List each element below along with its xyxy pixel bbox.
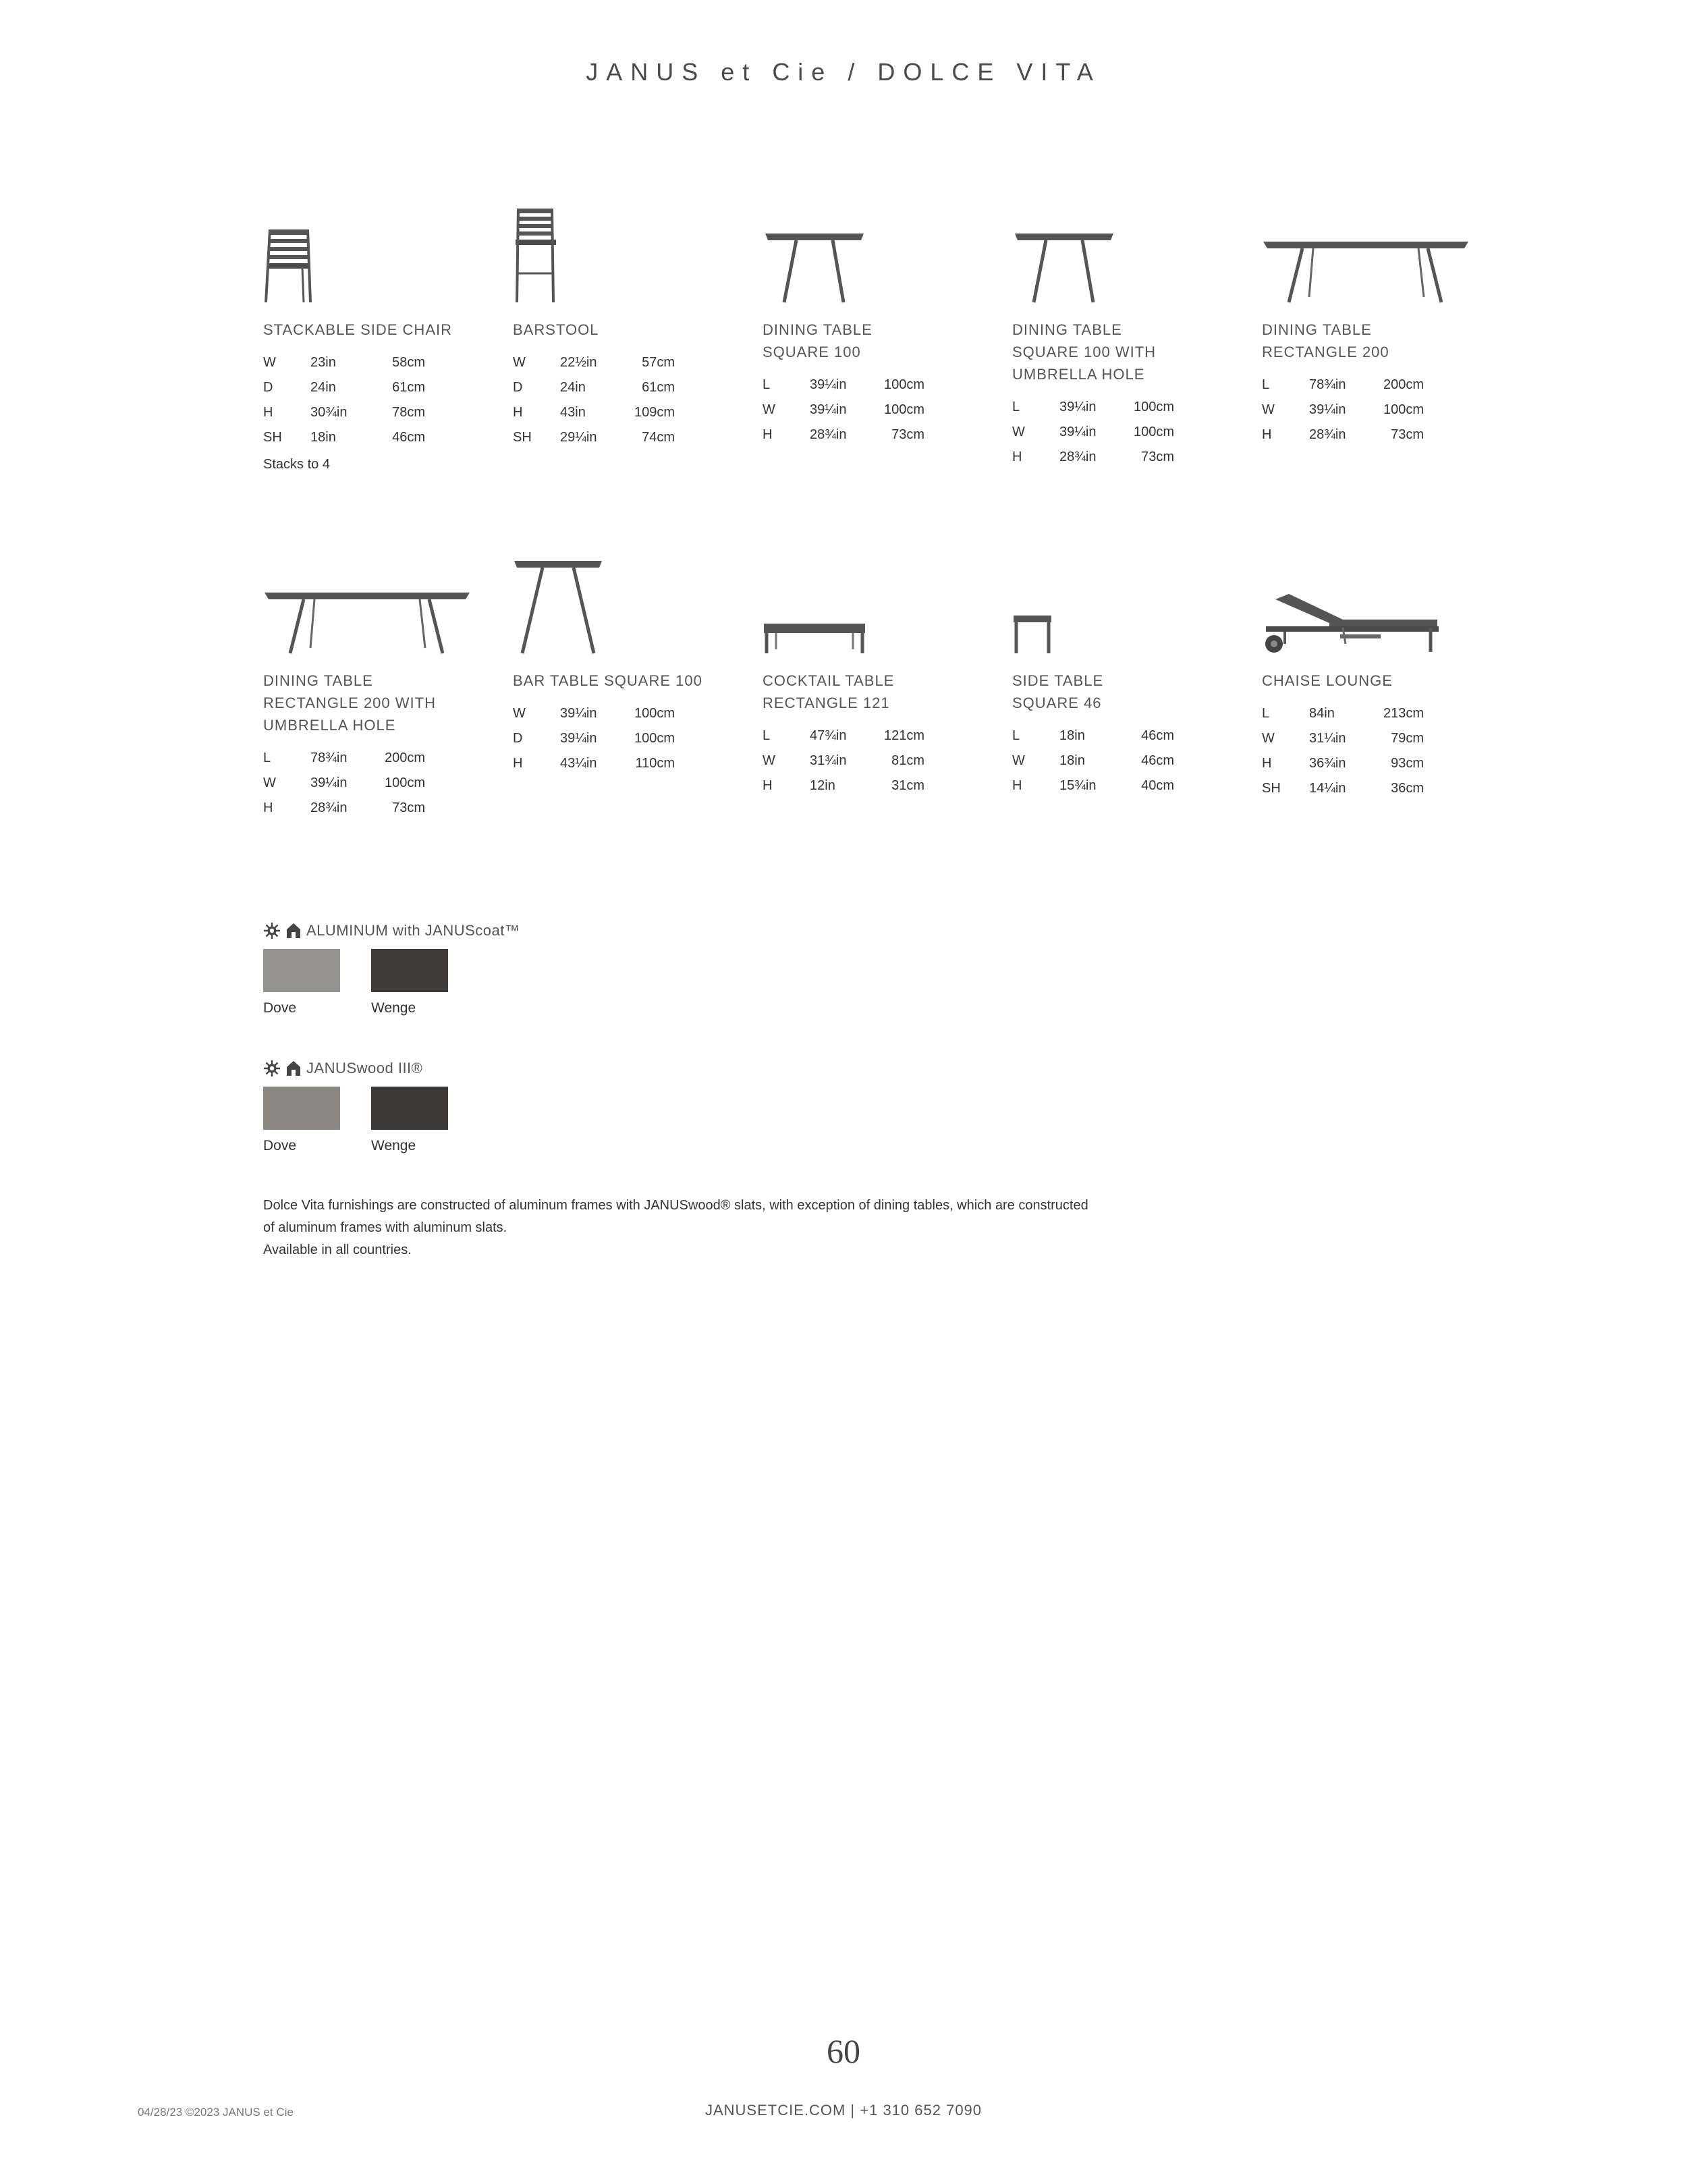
- product-name: BAR TABLE SQUARE 100: [513, 672, 702, 689]
- dimensions-table: L 39¼in 100cm W 39¼in 100cm H 28¾in 73cm: [1012, 400, 1174, 464]
- footer-date-copyright: 04/28/23 ©2023 JANUS et Cie: [138, 2106, 294, 2119]
- side-table-icon: [1012, 613, 1059, 655]
- swatch-dove: [263, 1087, 340, 1154]
- swatch-wenge: [371, 949, 448, 1016]
- finish-title: JANUSwood III®: [306, 1060, 423, 1076]
- product-name: SIDE TABLE SQUARE 46: [1012, 672, 1104, 711]
- home-icon: [286, 923, 301, 939]
- product-name: DINING TABLE SQUARE 100: [763, 321, 873, 360]
- color-chip: [371, 1087, 448, 1130]
- dimensions-table: W 22½in 57cm D 24in 61cm H 43in 109cm SH 29¼in 74cm: [513, 355, 675, 445]
- side-chair-icon: [263, 223, 317, 304]
- product-bar-table-square-100: [513, 553, 742, 776]
- bar-table-icon: [513, 557, 607, 655]
- product-stackable-side-chair: [263, 202, 493, 472]
- product-barstool: [513, 202, 742, 450]
- product-cocktail-table-rectangle-121: [763, 553, 992, 798]
- product-name: STACKABLE SIDE CHAIR: [263, 321, 452, 338]
- chaise-lounge-icon: [1262, 590, 1444, 655]
- swatch-dove: [263, 949, 340, 1016]
- finish-aluminum: [263, 922, 520, 1016]
- product-dining-table-rectangle-200: [1262, 202, 1491, 447]
- sun-icon: [263, 922, 281, 939]
- product-note: Stacks to 4: [263, 457, 330, 472]
- color-chip: [263, 949, 340, 992]
- product-chaise-lounge: [1262, 553, 1491, 801]
- product-side-table-square-46: [1012, 553, 1242, 798]
- dimensions-table: L 18in 46cm W 18in 46cm H 15¾in 40cm: [1012, 728, 1174, 793]
- dining-table-icon: [1012, 229, 1120, 304]
- color-chip: [263, 1087, 340, 1130]
- product-name: CHAISE LOUNGE: [1262, 672, 1393, 689]
- dining-table-icon: [763, 229, 870, 304]
- product-name: DINING TABLE RECTANGLE 200 WITH UMBRELLA HOLE: [263, 672, 436, 734]
- finish-januswood: [263, 1060, 448, 1154]
- dimensions-table: W 23in 58cm D 24in 61cm H 30¾in 78cm SH 18in 46cm: [263, 355, 425, 445]
- long-table-icon: [263, 587, 472, 655]
- product-name: DINING TABLE SQUARE 100 WITH UMBRELLA HOLE: [1012, 321, 1157, 383]
- swatch-wenge: [371, 1087, 448, 1154]
- barstool-icon: [513, 206, 567, 304]
- footer-contact: JANUSETCIE.COM | +1 310 652 7090: [704, 2102, 983, 2119]
- sun-icon: [263, 1060, 281, 1077]
- home-icon: [286, 1060, 301, 1076]
- swatch-label: Dove: [263, 1138, 297, 1153]
- product-dining-table-rectangle-200-umbrella: [263, 553, 493, 821]
- product-name: COCKTAIL TABLE RECTANGLE 121: [763, 672, 895, 711]
- swatch-label: Wenge: [371, 1000, 416, 1016]
- swatch-label: Dove: [263, 1000, 297, 1016]
- dimensions-table: L 47¾in 121cm W 31¾in 81cm H 12in 31cm: [763, 728, 924, 793]
- dimensions-table: L 78¾in 200cm W 39¼in 100cm H 28¾in 73cm: [1262, 377, 1424, 442]
- finish-title: ALUMINUM with JANUScoat™: [306, 922, 520, 939]
- cocktail-table-icon: [763, 621, 870, 655]
- dimensions-table: L 84in 213cm W 31¼in 79cm H 36¾in 93cm SH 14¼in 36cm: [1262, 706, 1424, 796]
- product-name: DINING TABLE RECTANGLE 200: [1262, 321, 1389, 360]
- product-name: BARSTOOL: [513, 321, 599, 338]
- product-dining-table-square-100-umbrella: [1012, 202, 1242, 470]
- dimensions-table: W 39¼in 100cm D 39¼in 100cm H 43¼in 110cm: [513, 706, 675, 771]
- description: Dolce Vita furnishings are constructed of aluminum frames with JANUSwood® slats, with exception of dining tables, which are constructed of aluminum frames with aluminum slats. Available in all countries.: [263, 1198, 1088, 1257]
- product-dining-table-square-100: [763, 202, 992, 447]
- long-table-icon: [1262, 236, 1471, 304]
- dimensions-table: L 78¾in 200cm W 39¼in 100cm H 28¾in 73cm: [263, 750, 425, 815]
- dimensions-table: L 39¼in 100cm W 39¼in 100cm H 28¾in 73cm: [763, 377, 924, 442]
- page-title: JANUS et Cie / DOLCE VITA: [586, 58, 1101, 86]
- color-chip: [371, 949, 448, 992]
- page-number: 60: [827, 2032, 860, 2070]
- swatch-label: Wenge: [371, 1138, 416, 1153]
